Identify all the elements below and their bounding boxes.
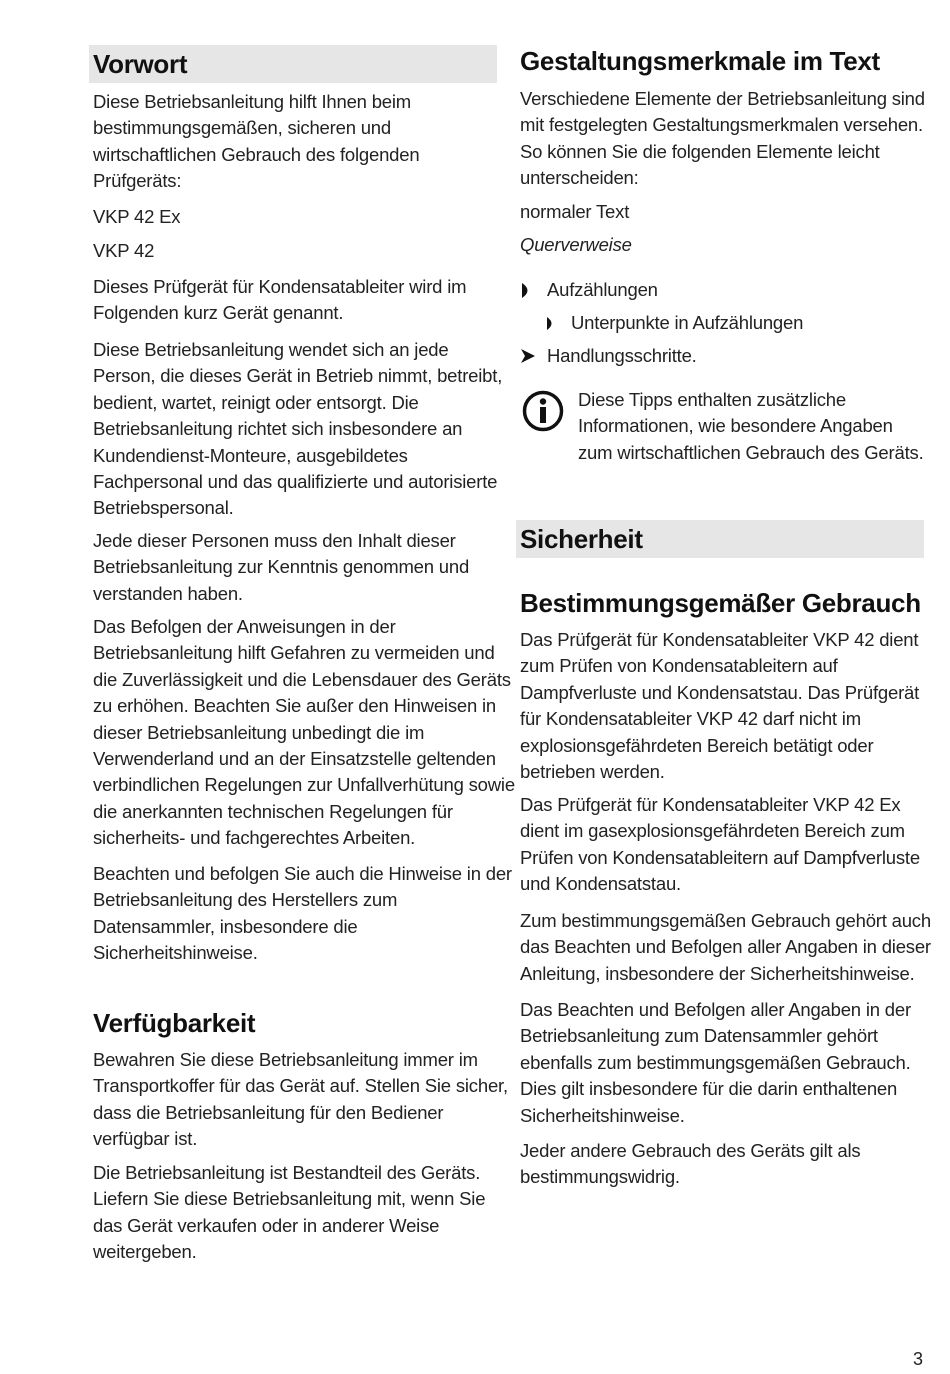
paragraph	[93, 274, 466, 327]
text-line: zum Prüfen von Kondensatableitern auf	[520, 655, 838, 677]
paragraph	[520, 86, 925, 192]
text-line: dieser Betriebsanleitung unbedingt die im	[93, 721, 425, 743]
text-line: unterscheiden:	[520, 167, 639, 189]
text-line: Bewahren Sie diese Betriebsanleitung immer im	[93, 1049, 478, 1070]
text-line: Sicherheitshinweise.	[520, 1104, 685, 1126]
heading-gestaltungsmerkmale: Gestaltungsmerkmale im Text	[520, 46, 880, 76]
text-line: zum wirtschaftlichen Gebrauch des Geräts.	[578, 441, 924, 463]
model-name: VKP 42 Ex	[93, 206, 181, 227]
text-line: wirtschaftlichen Gebrauch des folgenden	[93, 143, 420, 165]
text-line: explosionsgefährdeten Bereich betätigt oder	[520, 734, 874, 756]
text-line: Das Beachten und Befolgen aller Angaben in der	[520, 999, 911, 1020]
section-title-vorwort: Vorwort	[93, 48, 188, 79]
text-line: Betriebspersonal.	[93, 497, 234, 519]
text-line: Diese Betriebsanleitung hilft Ihnen beim	[93, 91, 411, 112]
text-line: die anerkannten technischen Regelungen für	[93, 800, 453, 822]
text-line: Datensammler, insbesondere die	[93, 915, 358, 937]
text-line: bedient, wartet, reinigt oder entsorgt. Die	[93, 391, 419, 413]
text-line: verstanden haben.	[93, 582, 243, 604]
text-line: betrieben werden.	[520, 761, 665, 783]
text-line: die Zuverlässigkeit und die Lebensdauer des Geräts	[93, 668, 511, 690]
text-line: Das Prüfgerät für Kondensatableiter VKP 42 Ex	[520, 794, 901, 815]
paragraph	[520, 627, 919, 785]
paragraph	[520, 997, 911, 1129]
text-line: bestimmungswidrig.	[520, 1166, 680, 1188]
paragraph	[93, 861, 512, 967]
text-line: Anleitung, insbesondere der Sicherheitshinweise.	[520, 962, 915, 984]
arrow-step-icon	[520, 348, 536, 364]
paragraph	[93, 1047, 508, 1153]
text-line: dient im gasexplosionsgefährdeten Bereich zum	[520, 820, 905, 842]
text-line: Betriebsanleitung hilft Gefahren zu vermeiden und	[93, 642, 495, 664]
model-name: VKP 42	[93, 240, 155, 261]
text-line: Diese Betriebsanleitung wendet sich an jede	[93, 339, 449, 360]
tip-text	[578, 387, 924, 466]
text-line: Dampfverluste und Kondensatstau. Das Prüfgerät	[520, 681, 920, 703]
text-line: und Kondensatstau.	[520, 873, 681, 895]
subbullet-marker-icon	[547, 317, 557, 330]
paragraph	[93, 528, 469, 607]
text-line: Betriebsanleitung zur Kenntnis genommen und	[93, 556, 470, 578]
text-line: Betriebsanleitung richtet sich insbesondere an	[93, 418, 463, 440]
info-icon	[522, 390, 564, 432]
text-line: Person, die dieses Gerät in Betrieb nimmt, betreibt,	[93, 365, 503, 387]
text-line: Dieses Prüfgerät für Kondensatableiter wird im	[93, 276, 467, 297]
text-line: dass die Betriebsanleitung für den Bediener	[93, 1101, 444, 1123]
text-line: Das Befolgen der Anweisungen in der	[93, 616, 396, 637]
paragraph	[93, 337, 502, 522]
text-line: Sicherheitshinweise.	[93, 942, 258, 964]
text-line: Liefern Sie diese Betriebsanleitung mit, wenn Sie	[93, 1188, 486, 1210]
text-line: ebenfalls zum bestimmungsgemäßen Gebrauch.	[520, 1051, 911, 1073]
paragraph	[520, 1138, 860, 1191]
text-line: das Gerät verkaufen oder in anderer Weise	[93, 1214, 440, 1236]
text-line: Jede dieser Personen muss den Inhalt dieser	[93, 530, 456, 551]
paragraph	[93, 614, 515, 852]
text-line: Fachpersonal und das qualifizierte und autorisierte	[93, 471, 498, 493]
text-line: bestimmungsgemäßen, sicheren und	[93, 117, 391, 139]
text-line: Dies gilt insbesondere für die darin enthaltenen	[520, 1078, 898, 1100]
text-line: sicherheits- und fachgerechtes Arbeiten.	[93, 827, 416, 849]
text-line: Prüfgeräts:	[93, 170, 182, 192]
text-line: Das Prüfgerät für Kondensatableiter VKP 42 dient	[520, 629, 919, 650]
section-title-sicherheit: Sicherheit	[520, 523, 643, 554]
text-line: Diese Tipps enthalten zusätzliche	[578, 389, 846, 410]
paragraph	[93, 1160, 485, 1266]
text-line: Prüfen von Kondensatableitern auf Dampfverluste	[520, 846, 920, 868]
text-line: Folgenden kurz Gerät genannt.	[93, 302, 344, 324]
step-label: Handlungsschritte.	[547, 345, 697, 366]
text-line: Verschiedene Elemente der Betriebsanleitung sind	[520, 88, 925, 109]
example-normal-text: normaler Text	[520, 201, 630, 222]
heading-verfuegbarkeit: Verfügbarkeit	[93, 1008, 256, 1038]
paragraph	[520, 908, 931, 987]
text-line: mit festgelegten Gestaltungsmerkmalen versehen.	[520, 114, 923, 136]
text-line: Jeder andere Gebrauch des Geräts gilt als	[520, 1140, 861, 1161]
text-line: verfügbar ist.	[93, 1128, 198, 1150]
text-line: Zum bestimmungsgemäßen Gebrauch gehört auch	[520, 910, 931, 931]
bullet-label: Aufzählungen	[547, 279, 658, 300]
text-line: verbindlichen Regelungen zur Unfallverhütung sowie	[93, 774, 515, 796]
text-line: Betriebsanleitung des Herstellers zum	[93, 889, 398, 911]
section-band-sicherheit	[516, 520, 924, 558]
text-line: Transportkoffer für das Gerät auf. Stellen Sie sicher,	[93, 1075, 508, 1097]
bullet-marker-icon	[522, 283, 534, 298]
text-line: zu erhöhen. Beachten Sie außer den Hinweisen in	[93, 695, 497, 717]
text-line: Beachten und befolgen Sie auch die Hinweise in der	[93, 863, 512, 884]
example-cross-reference: Querverweise	[520, 234, 632, 255]
text-line: Betriebsanleitung zum Datensammler gehört	[520, 1025, 878, 1047]
subbullet-label: Unterpunkte in Aufzählungen	[571, 312, 804, 333]
text-line: für Kondensatableiter VKP 42 darf nicht im	[520, 708, 861, 730]
text-line: weitergeben.	[93, 1241, 197, 1263]
page-number: 3	[912, 1349, 923, 1369]
paragraph	[93, 89, 419, 195]
text-line: So können Sie die folgenden Elemente leicht	[520, 140, 880, 162]
paragraph	[520, 792, 920, 898]
text-line: Die Betriebsanleitung ist Bestandteil des Geräts.	[93, 1162, 481, 1183]
text-line: das Beachten und Befolgen aller Angaben in dieser	[520, 936, 931, 958]
text-line: Informationen, wie besondere Angaben	[578, 415, 893, 437]
text-line: Verwenderland und an der Einsatzstelle geltenden	[93, 748, 496, 770]
text-line: Kundendienst-Monteure, ausgebildetes	[93, 444, 408, 466]
section-band-vorwort	[89, 45, 497, 83]
heading-bestimmungsgemaesser-gebrauch: Bestimmungsgemäßer Gebrauch	[520, 588, 921, 618]
